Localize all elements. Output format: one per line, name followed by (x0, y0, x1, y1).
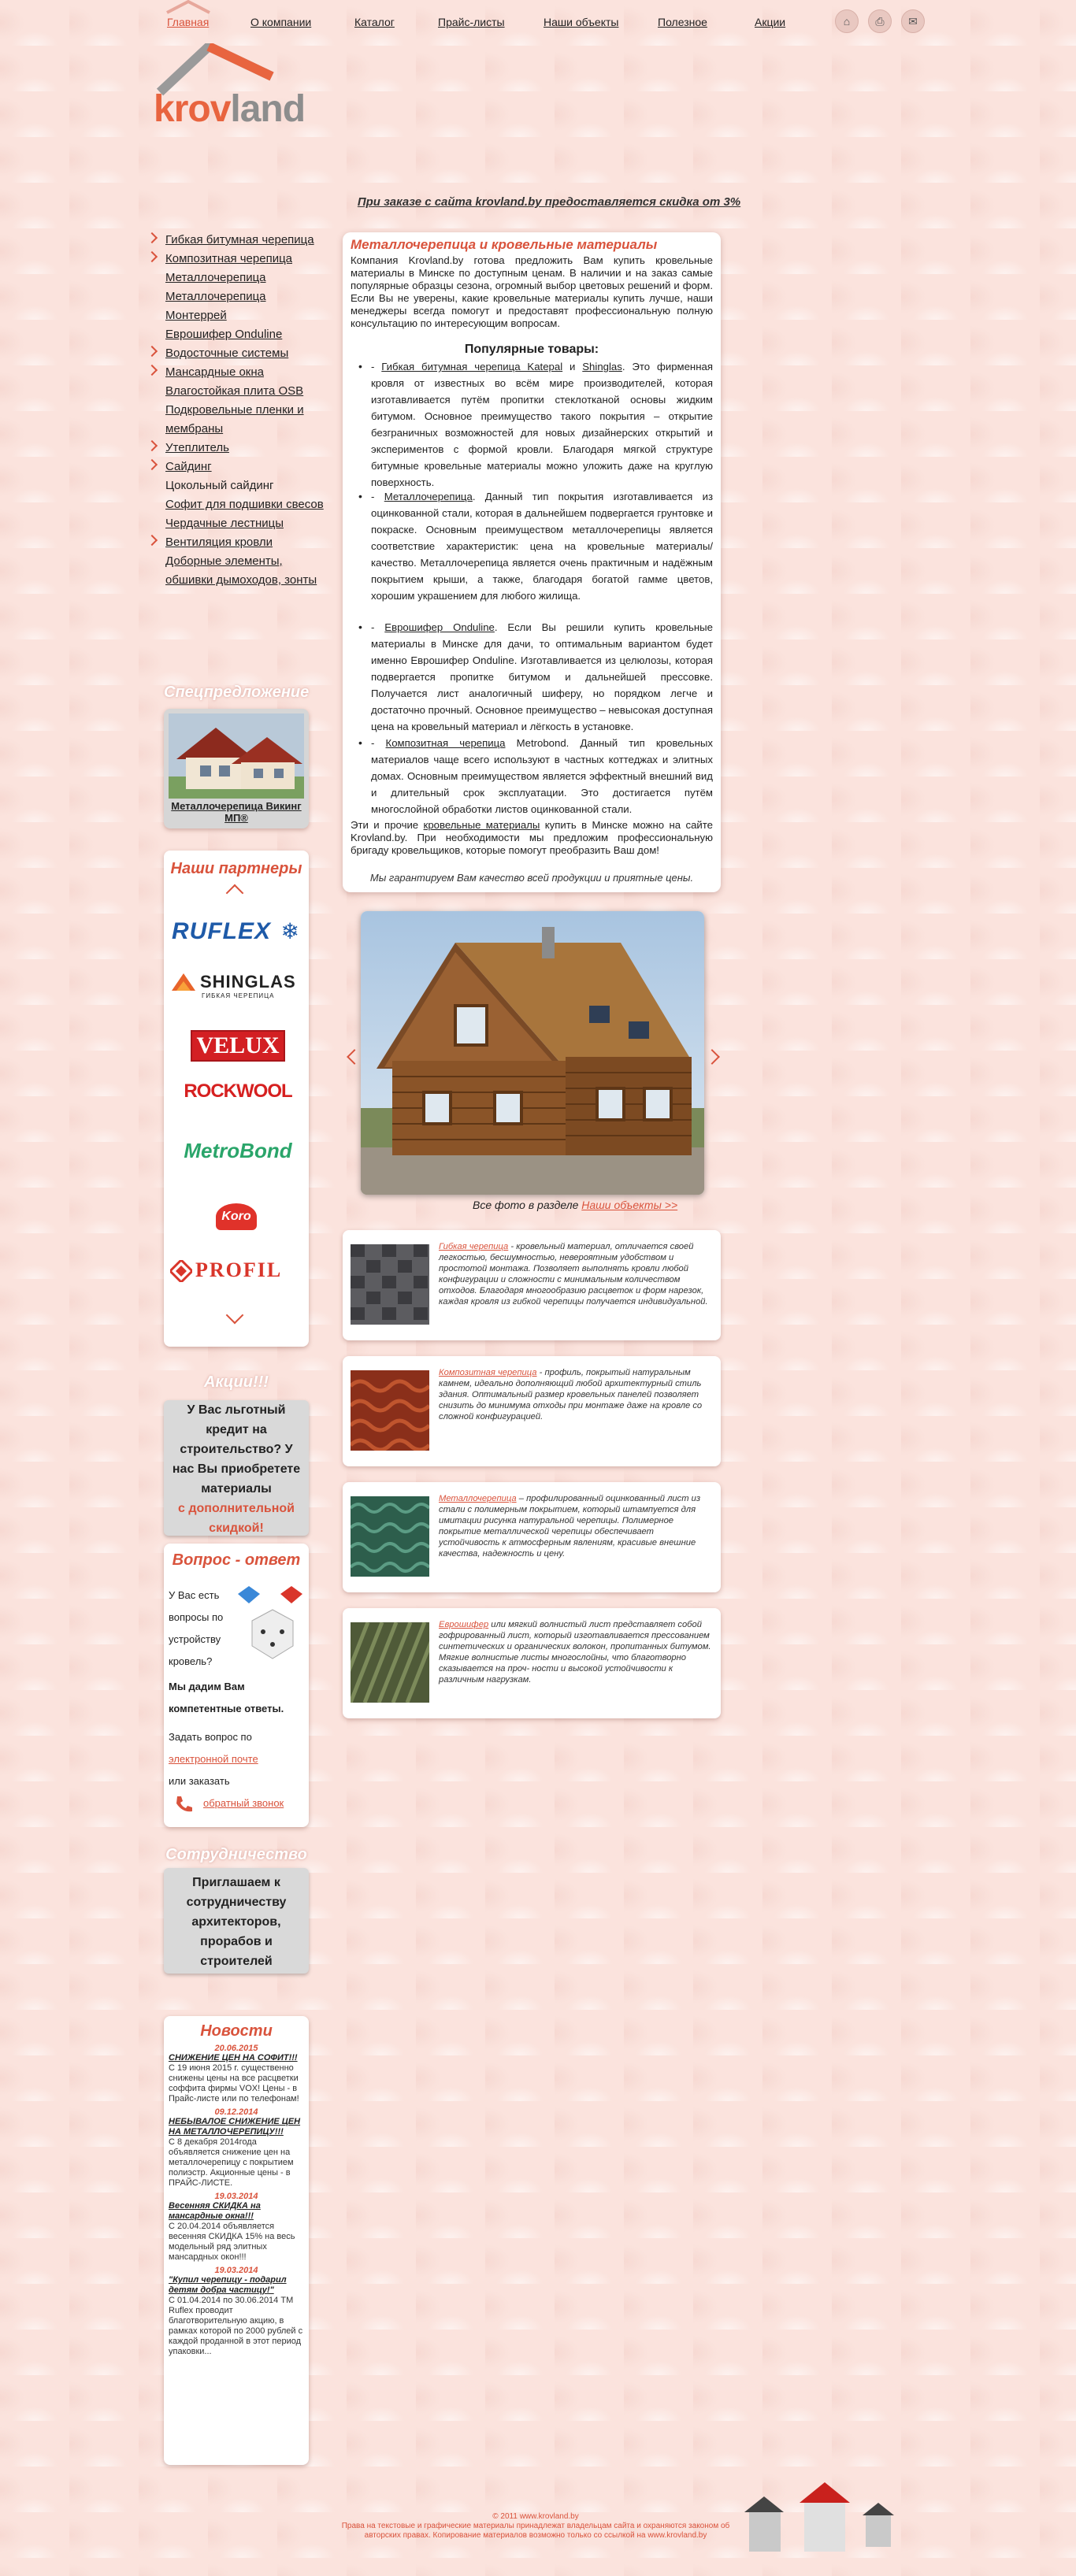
nav-prices[interactable]: Прайс-листы (438, 16, 505, 28)
news-date: 19.03.2014 (214, 2192, 258, 2201)
footer-rights: Права на текстовые и графические материалы принадлежат владельцам сайта и охраняются законом об авторских правах. Копирование материалов возможно только со ссылкой на www.krovland.by (341, 2522, 730, 2540)
logo-text-land: land (230, 88, 306, 130)
menu-item-label: Гибкая битумная черепица (165, 233, 314, 246)
menu-item[interactable] (147, 287, 328, 306)
left-menu (147, 231, 328, 590)
product-link-flexible[interactable]: Гибкая битумная черепица Katepal (381, 361, 563, 373)
qa-box (164, 1544, 309, 1827)
footer-copyright: © 2011 www.krovland.by (492, 2512, 579, 2521)
partner-logo-shinglas[interactable]: SHINGLAS ГИБКАЯ ЧЕРЕПИЦА (172, 970, 301, 1005)
product-card-flexible (343, 1230, 721, 1340)
news-date: 09.12.2014 (214, 2107, 258, 2117)
composite-tile-image (351, 1370, 429, 1451)
menu-item-label: Софит для подшивки свесов (165, 498, 324, 511)
product-item-onduline: • - Еврошифер Ondulinе. Если Вы решили купить кровельные материалы в Минске для дачи, то оптимальным вариантом будет именно Еврошифер Ondulinе. Изготавливается из целюлозы, которая подвергается пропитке битумом и дальнейшей прессовке. Получается лист аналогичный шиферу, но порядком легче и достаточно прочный. Основное преимущество – невысокая доступная цена на кровельный материал и лёгкость в установке. (358, 621, 713, 732)
metal-tile-link[interactable]: Металлочерепица (439, 1494, 517, 1503)
gallery-next-icon[interactable] (704, 1049, 720, 1065)
menu-item-label: Монтеррей (165, 309, 227, 322)
partner-logo-profil[interactable]: PROFIL (170, 1258, 302, 1285)
guarantee-text: Мы гарантируем Вам качество всей продукции и приятные цены. (369, 872, 694, 884)
news-item (164, 2107, 309, 2189)
menu-item-label: Влагостойкая плита OSB (165, 384, 304, 398)
news-item (164, 2266, 309, 2357)
menu-item-label: Водосточные системы (165, 347, 289, 360)
qa-order-text: или заказать (169, 1775, 230, 1787)
callback-link[interactable]: обратный звонок (203, 1797, 284, 1809)
news-item (164, 2192, 309, 2263)
menu-item-label: Доборные элементы, обшивки дымоходов, зонты (165, 554, 317, 587)
product-item-composite: • - Композитная черепица Metrobond. Данный тип кровельных материалов чаще всего используют в частных коттеджах и элитных домах. Основным преимуществом является эффектный внешний вид и длительный срок эксплуатации. Это достигается путём многослойной обработки листов оцинкованной стали. (358, 736, 713, 815)
news-title: Новости (200, 2022, 273, 2040)
news-headline-link[interactable]: "Купил черепицу - подарил детям добра частицу!" (169, 2275, 287, 2295)
nav-roof-icon (165, 0, 211, 14)
top-icons (835, 9, 926, 33)
partners-box (164, 851, 309, 1347)
menu-item-label: Композитная черепица (165, 252, 293, 265)
cooperation-box[interactable]: Приглашаем к сотрудничеству архитекторов, прорабов и строителей (164, 1868, 309, 1974)
special-offer-image (169, 713, 304, 799)
nav-objects[interactable]: Наши объекты (544, 16, 619, 28)
nav-home[interactable]: Главная (167, 16, 210, 28)
popular-title: Популярные товары: (464, 343, 599, 356)
composite-tile-text: Композитная черепица - профиль, покрытый натуральным камнем, идеально дополняющий любой архитектурный стиль здания. Оптимальный размер кровельных панелей позволяет снизить до минимума отходы при монтаже даже на кровле со сложной конфигурацией. (439, 1368, 703, 1421)
product-item-metal: • - Металлочерепица. Данный тип покрытия изготавливается из оцинкованной стали, которая в дальнейшем подвергается грунтовке и покраске. Основным преимуществом металлочерепицы является соответствие характеристик: цена на кровельные материалы/качество. Металлочерепица является очень практичным и надёжным покрытием крыши, а также, благодаря богатой гамме цветов, хорошим украшением для любого жилища. (358, 490, 713, 602)
news-list (164, 2044, 309, 2357)
promo-discount-link[interactable]: При заказе с сайта krovland.by предоставляется скидка от 3% (357, 195, 741, 209)
news-headline-link[interactable]: Весенняя СКИДКА на мансардные окна!!! (169, 2201, 261, 2221)
main-content-box (343, 232, 721, 892)
menu-item-label: Металлочерепица (165, 271, 266, 284)
chevron-right-icon (147, 232, 158, 243)
composite-tile-link[interactable]: Композитная черепица (439, 1368, 537, 1377)
special-offer-caption[interactable]: Металлочерепица Викинг МП® (171, 800, 302, 824)
menu-item[interactable] (147, 306, 328, 325)
roofing-materials-link[interactable]: кровельные материалы (423, 819, 540, 831)
menu-item[interactable] (147, 344, 328, 363)
news-text: С 19 июня 2015 г. существенно снижены цены на все расцветки соффита фирмы VOX! Цены - в Прайс-листе или по телефонам! (169, 2063, 299, 2103)
gallery-photo (361, 911, 704, 1195)
onduline-sheet-image (351, 1622, 429, 1703)
chevron-right-icon (147, 251, 158, 262)
phone-icon (173, 1794, 194, 1814)
all-photos-row: Все фото в разделе Наши объекты >> (473, 1199, 678, 1211)
product-card-metal (343, 1482, 721, 1592)
nav-useful[interactable]: Полезное (658, 16, 707, 28)
partner-logo-ruflex[interactable]: RUFLEX ❄ (172, 918, 299, 944)
menu-item[interactable] (147, 231, 328, 250)
scroll-down-icon[interactable] (226, 1307, 244, 1325)
metal-tile-image (351, 1496, 429, 1577)
menu-item-label: Мансардные окна (165, 365, 264, 379)
partner-logo-koro[interactable]: Koro (216, 1203, 257, 1230)
news-headline-link[interactable]: НЕБЫВАЛОЕ СНИЖЕНИЕ ЦЕН НА МЕТАЛЛОЧЕРЕПИЦУ!!! (169, 2117, 301, 2137)
qa-ask-text: Задать вопрос по (169, 1731, 252, 1743)
promotions-title: Акции!!! (204, 1373, 269, 1391)
nav-promotions[interactable]: Акции (755, 16, 786, 28)
special-offer-title: Спецпредложение (164, 684, 310, 701)
menu-item-label: Цокольный сайдинг (165, 479, 274, 492)
dice-icon (235, 1585, 306, 1663)
menu-item-label: Металлочерепица (165, 290, 266, 303)
metal-tile-text: Металлочерепица – профилированный оцинкованный лист из стали с полимерным покрытием, который штампуется для имитации рисунка натуральной черепицы. Полимерное покрытие металлической черепицы обеспечивает устойчивость к атмосферным явлениям, красивые внешние качества, надежность и цену. (439, 1494, 701, 1559)
promotion-box[interactable] (164, 1400, 309, 1536)
news-date: 19.03.2014 (214, 2266, 258, 2275)
puzzle-houses-icon (737, 2481, 910, 2559)
site-logo[interactable] (154, 43, 323, 134)
onduline-sheet-text: Еврошифер или мягкий волнистый лист представляет собой гофрированный лист, который изготавливается прессованием синтетических и органических волокон, пропитанных битумом. Мягкие волнистые листы многослойны, что благотворно сказывается на проч- ности и высокой устойчивости к различным нагрузкам. (439, 1620, 711, 1685)
email-link[interactable]: электронной почте (169, 1753, 258, 1765)
special-offer-box[interactable] (164, 709, 309, 828)
scroll-up-icon[interactable] (226, 884, 244, 903)
menu-item[interactable] (147, 476, 328, 495)
menu-item[interactable] (147, 552, 328, 590)
menu-item-label: Чердачные лестницы (165, 517, 284, 530)
main-title: Металлочерепица и кровельные материалы (351, 237, 658, 252)
qa-title: Вопрос - ответ (172, 1551, 301, 1569)
mail-icon[interactable]: ✉ (901, 9, 925, 33)
menu-item[interactable] (147, 363, 328, 382)
profil-logo-icon (170, 1260, 192, 1282)
menu-item[interactable] (147, 458, 328, 476)
footer (331, 2512, 740, 2541)
nav-about[interactable]: О компании (250, 16, 312, 28)
chevron-right-icon (147, 346, 158, 357)
menu-item[interactable] (147, 269, 328, 287)
product-card-composite (343, 1356, 721, 1466)
chevron-right-icon (147, 535, 158, 546)
news-date: 20.06.2015 (214, 2044, 258, 2053)
cooperation-title: Сотрудничество (165, 1846, 307, 1863)
menu-item-label: Подкровельные пленки и мембраны (165, 403, 304, 436)
home-icon[interactable]: ⌂ (835, 9, 859, 33)
menu-item-label: Сайдинг (165, 460, 212, 473)
product-link-composite[interactable]: Композитная черепица (385, 737, 506, 749)
main-intro: Компания Krovland.by готова предложить Вам купить кровельные материалы в Минске по доступным ценам. В наличии и на заказ самые популярные образцы сезона, огромный выбор цветовых решений и форм. Если Вы не уверены, какие кровельные материалы купить лучше, наши менеджеры всегда помогут и предоставят профессиональную полную консультацию по интересующим вопросам. (351, 254, 713, 329)
chevron-right-icon (147, 365, 158, 376)
product-item-flexible: • - Гибкая битумная черепица Katepal и Shinglas. Это фирменная кровля от известных во всём мире производителей, которая изготавливается путём пропитки стеклотканой основы жидким битумом. Основное преимущество такого покрытия – открытие безграничных возможностей для новых дизайнерских открытий и экспериментов с формой кровли. Благодаря мягкой структуре битумные кровельные материалы можно уложить даже на круглую поверхность. (358, 360, 713, 488)
news-item (164, 2044, 309, 2104)
objects-link[interactable]: Наши объекты >> (581, 1199, 678, 1211)
qa-answer: Мы дадим Вам компетентные ответы. (169, 1681, 284, 1714)
product-card-onduline (343, 1608, 721, 1718)
menu-item[interactable] (147, 382, 328, 401)
menu-item-label: Еврошифер Onduline (165, 328, 283, 341)
product-link-onduline[interactable]: Еврошифер Ondulinе (384, 621, 495, 633)
menu-item[interactable] (147, 495, 328, 514)
news-text: С 01.04.2014 по 30.06.2014 ТМ Ruflex проводит благотворительную акцию, в рамках которой по 2000 рублей с каждой проданной в этот период упаковки... (169, 2296, 303, 2356)
top-navigation (158, 16, 803, 33)
flexible-tile-text: Гибкая черепица - кровельный материал, отличается своей легкостью, бесшумностью, невероятным удобством и простотой монтажа. Позволяет выполнять кровли любой конфигурации и сложности с минимальным количеством отходов. Благодаря многообразию расцветок и форм нарезок, каждая кровля из гибкой черепицы получается индивидуальной. (439, 1242, 708, 1307)
promotion-text: У Вас льготный кредит на строительство? У нас Вы приобретете материалы (172, 1403, 301, 1496)
flexible-tile-link[interactable]: Гибкая черепица (439, 1242, 509, 1251)
onduline-sheet-link[interactable]: Еврошифер (439, 1620, 489, 1629)
menu-item[interactable] (147, 439, 328, 458)
menu-item[interactable] (147, 533, 328, 552)
menu-item[interactable] (147, 401, 328, 439)
chevron-right-icon (147, 440, 158, 451)
chevron-right-icon (147, 459, 158, 470)
news-box (164, 2016, 309, 2465)
flexible-tile-image (351, 1244, 429, 1325)
menu-item[interactable] (147, 250, 328, 269)
menu-item[interactable] (147, 325, 328, 344)
menu-item-label: Вентиляция кровли (165, 536, 273, 549)
news-text: С 8 декабря 2014года объявляется снижение цен на металлочерепицу с покрытием полиэстр. Акционные цены - в ПРАЙС-ЛИСТЕ. (169, 2137, 294, 2188)
gallery-slider[interactable] (361, 911, 704, 1195)
qa-question: У Вас есть вопросы по устройству кровель? (169, 1589, 224, 1667)
news-text: С 20.04.2014 объявляется весенняя СКИДКА 15% на весь модельный ряд элитных мансардных окон!!! (169, 2222, 295, 2262)
product-link-metal[interactable]: Металлочерепица (384, 491, 473, 502)
menu-item-label: Утеплитель (165, 441, 229, 454)
partners-title: Наши партнеры (170, 860, 302, 877)
promotion-highlight: с дополнительной скидкой! (178, 1502, 295, 1535)
partner-logo-rockwool[interactable]: ROCKWOOL (184, 1080, 292, 1102)
print-icon[interactable]: ⎙ (868, 9, 892, 33)
news-headline-link[interactable]: СНИЖЕНИЕ ЦЕН НА СОФИТ!!! (169, 2053, 298, 2063)
gallery-prev-icon[interactable] (347, 1049, 362, 1065)
nav-catalog[interactable]: Каталог (354, 16, 395, 28)
shinglas-logo-icon (172, 973, 195, 997)
logo-text-krov: krov (154, 88, 231, 130)
partner-logo-velux[interactable]: VELUX (191, 1030, 285, 1062)
menu-item[interactable] (147, 514, 328, 533)
main-outro: Эти и прочие кровельные материалы купить в Минске можно на сайте Krovland.by. При необходимости мы предложим профессиональную бригаду кровельщиков, которые помогут преобразить Ваш дом! (351, 819, 714, 856)
partner-logo-metrobond[interactable]: MetroBond (184, 1139, 292, 1162)
product-link-shinglas[interactable]: Shinglas (582, 361, 622, 373)
